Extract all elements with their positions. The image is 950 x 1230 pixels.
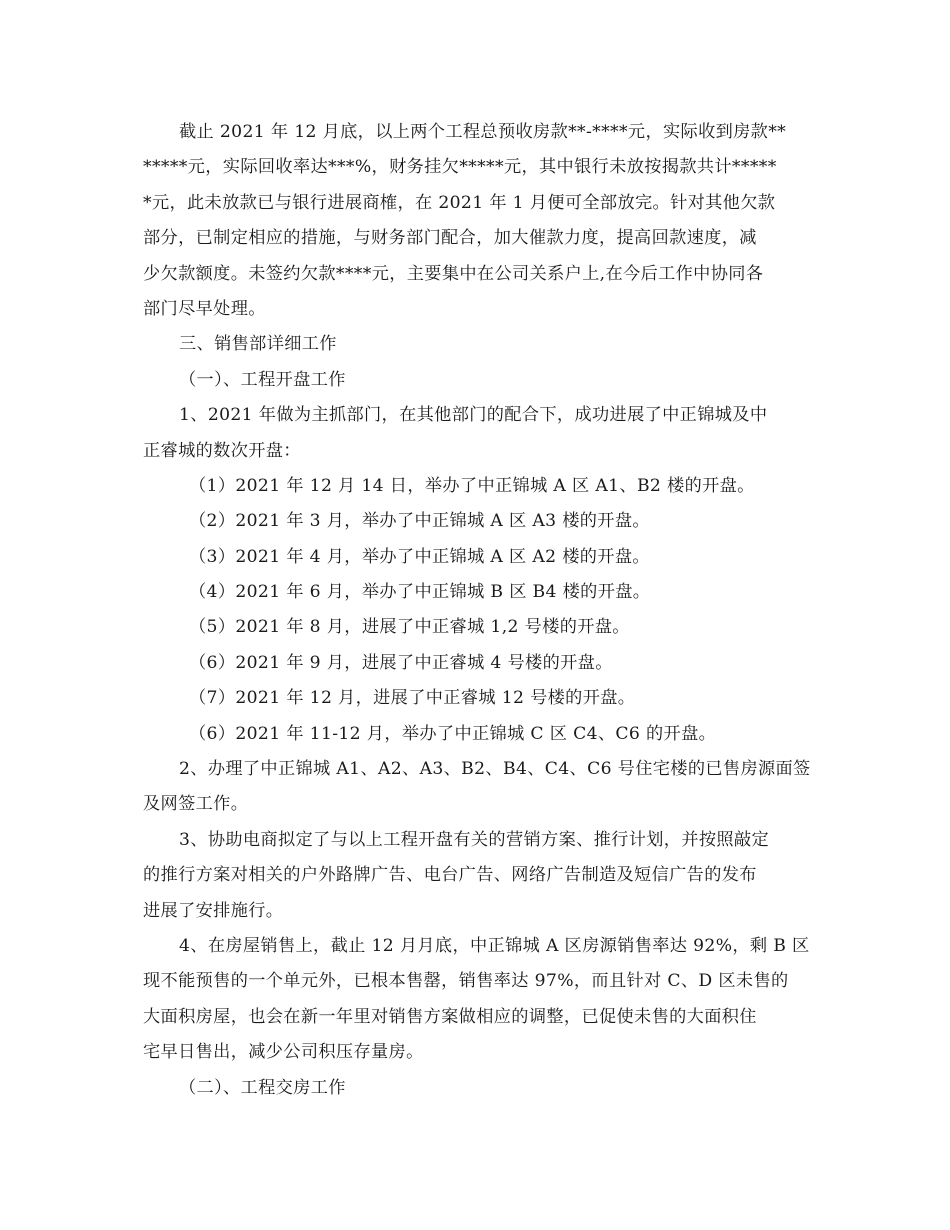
paragraph-line: 正睿城的数次开盘：	[143, 440, 301, 461]
list-item: （1）2021 年 12 月 14 日，举办了中正锦城 A 区 A1、B2 楼的开盘。	[189, 475, 755, 496]
paragraph-line: 少欠款额度。未签约欠款****元，主要集中在公司关系户上,在今后工作中协同各	[143, 263, 764, 284]
list-item: （6）2021 年 11-12 月，举办了中正锦城 C 区 C4、C6 的开盘。	[189, 723, 717, 744]
list-item: （7）2021 年 12 月，进展了中正睿城 12 号楼的开盘。	[189, 688, 636, 709]
paragraph-line: 3、协助电商拟定了与以上工程开盘有关的营销方案、推行计划，并按照敲定	[179, 829, 770, 850]
paragraph-line: 4、在房屋销售上，截止 12 月月底，中正锦城 A 区房源销售率达 92%，剩 B 区	[179, 935, 810, 956]
paragraph-line: 1、2021 年做为主抓部门，在其他部门的配合下，成功进展了中正锦城及中	[179, 405, 768, 426]
subsection-heading: （二）、工程交房工作	[179, 1077, 346, 1098]
list-item: （5）2021 年 8 月，进展了中正睿城 1,2 号楼的开盘。	[189, 617, 630, 638]
list-item: （4）2021 年 6 月，举办了中正锦城 B 区 B4 楼的开盘。	[189, 582, 651, 603]
paragraph-line: 部门尽早处理。	[143, 298, 266, 319]
paragraph-line: 部分，已制定相应的措施，与财务部门配合，加大催款力度，提高回款速度，减	[143, 228, 757, 249]
paragraph-line: *****元，实际回收率达***%，财务挂欠*****元，其中银行未放按揭款共计*****	[143, 157, 777, 178]
paragraph-line: 宅早日售出，减少公司积压存量房。	[143, 1042, 424, 1063]
paragraph-line: 大面积房屋，也会在新一年里对销售方案做相应的调整，已促使未售的大面积住	[143, 1006, 757, 1027]
paragraph-line: 进展了安排施行。	[143, 900, 284, 921]
paragraph-line: 2、办理了中正锦城 A1、A2、A3、B2、B4、C4、C6 号住宅楼的已售房源面签	[179, 759, 811, 780]
paragraph-line: 现不能预售的一个单元外，已根本售罄，销售率达 97%，而且针对 C、D 区未售的	[143, 971, 789, 992]
paragraph-line: 及网签工作。	[143, 794, 249, 815]
subsection-heading: （一）、工程开盘工作	[179, 369, 346, 390]
list-item: （6）2021 年 9 月，进展了中正睿城 4 号楼的开盘。	[189, 652, 613, 673]
list-item: （3）2021 年 4 月，举办了中正锦城 A 区 A2 楼的开盘。	[189, 546, 650, 567]
paragraph-line: 截止 2021 年 12 月底，以上两个工程总预收房款**-****元，实际收到房款**	[179, 122, 787, 142]
section-heading: 三、销售部详细工作	[179, 334, 337, 355]
paragraph-line: *元，此未放款已与银行进展商榷，在 2021 年 1 月便可全部放完。针对其他欠款	[143, 192, 776, 213]
paragraph-line: 的推行方案对相关的户外路牌广告、电台广告、网络广告制造及短信广告的发布	[143, 865, 757, 886]
list-item: （2）2021 年 3 月，举办了中正锦城 A 区 A3 楼的开盘。	[189, 511, 650, 532]
